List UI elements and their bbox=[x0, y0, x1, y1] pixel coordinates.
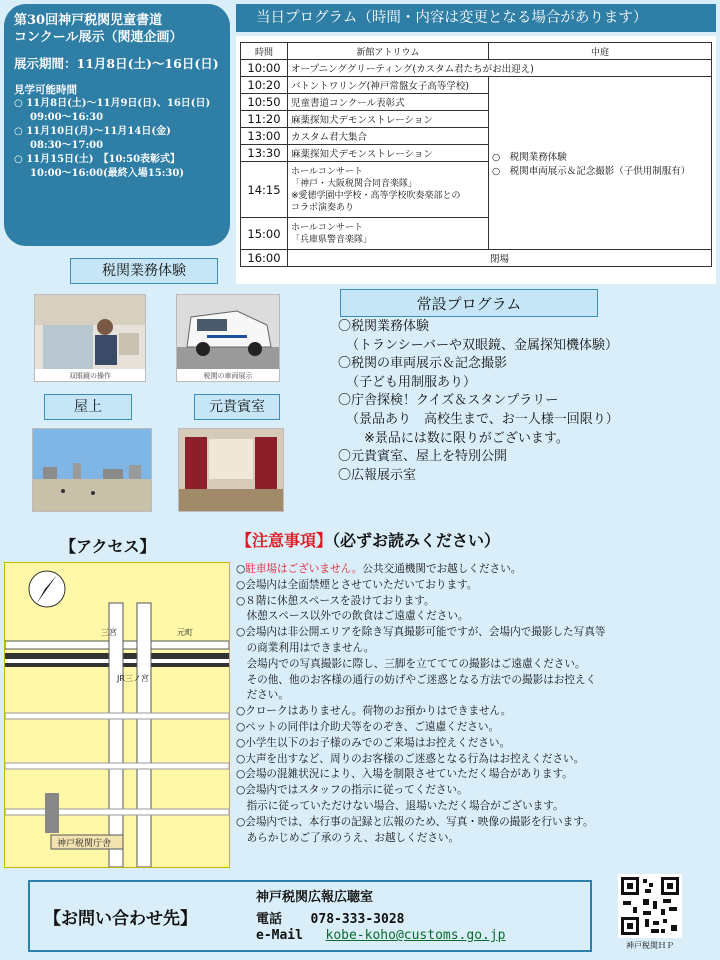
notice-item: 休憩スペース以外での飲食はご遠慮ください。 bbox=[236, 610, 469, 623]
closing-label: 閉場 bbox=[288, 250, 712, 267]
label-rooftop: 屋上 bbox=[44, 394, 132, 420]
exhibition-title-line1: 第30回神戸税関児童書道 bbox=[14, 13, 163, 28]
notice-list bbox=[236, 562, 720, 846]
phone-label: 電話 bbox=[256, 912, 283, 927]
schedule-time: 13:00 bbox=[241, 128, 288, 145]
courtyard-cell bbox=[489, 77, 712, 250]
hours-line: 10:00～16:00(最終入場15:30) bbox=[30, 168, 185, 179]
contact-box bbox=[28, 880, 592, 952]
notice-item: ○ペットの同伴は介助犬等をのぞき、ご遠慮ください。 bbox=[236, 720, 500, 733]
permanent-item: 〇税関業務体験 bbox=[338, 319, 430, 334]
hours-line: 09:00～16:30 bbox=[30, 112, 104, 123]
map-label: JR三ノ宮 bbox=[117, 674, 149, 683]
permanent-program-title: 常設プログラム bbox=[340, 289, 598, 317]
access-map bbox=[4, 562, 230, 868]
access-title: 【アクセス】 bbox=[60, 537, 156, 556]
header-time: 時間 bbox=[241, 43, 288, 60]
permanent-item: ※景品には数に限りがございます。 bbox=[364, 430, 569, 446]
photo-guest-room bbox=[178, 428, 284, 512]
permanent-item: 〇広報展示室 bbox=[338, 467, 417, 483]
permanent-item: 〇元貴賓室、屋上を特別公開 bbox=[338, 449, 508, 465]
schedule-event: バトントワリング(神戸常盤女子高等学校) bbox=[288, 77, 489, 94]
photo-caption: 税関の車両展示 bbox=[203, 372, 253, 380]
permanent-item: （子ども用制服あり） bbox=[346, 374, 477, 390]
notice-item: ○会場内は全面禁煙とさせていただいております。 bbox=[236, 578, 478, 591]
notice-item: ○会場内は非公開エリアを除き写真撮影可能ですが、会場内で撮影した写真等 bbox=[236, 626, 606, 639]
notice-title-rest: （必ずお読みください） bbox=[332, 531, 501, 550]
notice-parking-rest: 公共交通機関でお越しください。 bbox=[362, 563, 522, 575]
schedule-time: 10:00 bbox=[241, 60, 288, 77]
permanent-item: 〇税関の車両展示＆記念撮影 bbox=[338, 356, 508, 372]
schedule-event: オープニンググリーティング(カスタム君たちがお出迎え) bbox=[288, 60, 712, 77]
notice-item: ○８階に休憩スペースを設けております。 bbox=[236, 594, 435, 607]
photo-caption: 双眼鏡の操作 bbox=[69, 372, 111, 380]
day-program-title: 当日プログラム（時間・内容は変更となる場合があります） bbox=[236, 4, 716, 32]
schedule-event: カスタム君大集合 bbox=[288, 128, 489, 145]
exhibition-info-box bbox=[4, 4, 230, 246]
qr-code-icon bbox=[618, 874, 682, 938]
binocular-photo-image bbox=[35, 295, 145, 369]
exhibition-title-line2: コンクール展示（関連企画） bbox=[14, 30, 183, 45]
schedule-time: 16:00 bbox=[241, 250, 288, 267]
photo-vehicle bbox=[176, 294, 280, 382]
schedule-table bbox=[240, 42, 712, 267]
schedule-event: 麻薬探知犬デモンストレーション bbox=[288, 145, 489, 162]
header-atrium: 新館アトリウム bbox=[288, 43, 489, 60]
rooftop-photo-image bbox=[33, 429, 151, 511]
hours-heading: 見学可能時間 bbox=[14, 84, 77, 96]
schedule-time: 15:00 bbox=[241, 218, 288, 250]
day-program-panel bbox=[236, 36, 716, 284]
notice-item: の商業利用はできません。 bbox=[236, 641, 375, 654]
notice-item: その他、他のお客様の通行の妨げやご迷惑となる方法での撮影はお控えく bbox=[236, 673, 597, 686]
notice-item: ○駐車場はございません。公共交通機関でお越しください。 bbox=[236, 563, 522, 575]
schedule-time: 14:15 bbox=[241, 162, 288, 218]
schedule-event: ホールコンサート 「神戸・大阪税関合同音楽隊」 ※愛徳学園中学校・高等学校吹奏楽部との コラボ演奏あり bbox=[288, 162, 489, 218]
label-guest-room: 元貴賓室 bbox=[194, 394, 280, 420]
qr-code[interactable] bbox=[618, 874, 682, 938]
contact-title: 【お問い合わせ先】 bbox=[44, 909, 197, 929]
schedule-event: 児童書道コンクール表彰式 bbox=[288, 94, 489, 111]
hours-line: ○ 11月8日(土)～11月9日(日)、16日(日) bbox=[14, 98, 211, 109]
schedule-event: ホールコンサート 「兵庫県警音楽隊」 bbox=[288, 218, 489, 250]
label-customs-experience: 税関業務体験 bbox=[70, 258, 218, 284]
photo-rooftop bbox=[32, 428, 152, 512]
notice-item: ださい。 bbox=[236, 689, 289, 702]
permanent-program-list bbox=[338, 318, 619, 485]
contact-phone-row bbox=[256, 908, 404, 927]
hours-line: 08:30～17:00 bbox=[30, 140, 104, 151]
vehicle-photo-image bbox=[177, 295, 279, 369]
notice-item: ○クロークはありません。荷物のお預かりはできません。 bbox=[236, 705, 512, 718]
notice-item: あらかじめご了承のうえ、お越しください。 bbox=[236, 831, 460, 844]
schedule-time: 10:20 bbox=[241, 77, 288, 94]
schedule-time: 11:20 bbox=[241, 111, 288, 128]
notice-item: 会場内での写真撮影に際し、三脚を立ててての撮影はご遠慮ください。 bbox=[236, 657, 586, 670]
permanent-item: （景品あり 高校生まで、お一人様一回限り） bbox=[346, 411, 619, 427]
map-label-customs-building: 神戸税関庁舎 bbox=[57, 839, 112, 849]
header-courtyard: 中庭 bbox=[489, 43, 712, 60]
email-label: e-Mail bbox=[256, 928, 303, 943]
notice-item: ○大声を出すなど、周りのお客様のご迷惑となる行為はお控えください。 bbox=[236, 752, 585, 765]
notice-item: ○会場内ではスタッフの指示に従ってください。 bbox=[236, 784, 468, 797]
notice-title bbox=[236, 528, 500, 551]
permanent-item: 〇庁舎探検！クイズ＆スタンプラリー bbox=[338, 393, 559, 409]
schedule-time: 13:30 bbox=[241, 145, 288, 162]
courtyard-item: ○ 税関業務体験 bbox=[492, 152, 567, 163]
access-map-drawing bbox=[5, 563, 229, 867]
photo-binocular bbox=[34, 294, 146, 382]
schedule-time: 10:50 bbox=[241, 94, 288, 111]
map-label: 元町 bbox=[177, 628, 193, 637]
courtyard-item: ○ 税関車両展示＆記念撮影（子供用制服有） bbox=[492, 166, 691, 177]
hours-line: ○ 11月10日(月)～11月14日(金) bbox=[14, 126, 171, 137]
exhibition-period: 展示期間：11月8日(土)～16日(日) bbox=[14, 56, 219, 71]
contact-email-row bbox=[256, 928, 506, 943]
map-label: 三宮 bbox=[101, 628, 117, 637]
notice-parking-warning: 駐車場はございません。 bbox=[245, 563, 363, 575]
notice-item: ○会場内では、本行事の記録と広報のため、写真・映像の撮影を行います。 bbox=[236, 815, 594, 828]
email-link[interactable]: kobe-koho@customs.go.jp bbox=[325, 928, 506, 943]
qr-caption: 神戸税関ＨＰ bbox=[626, 941, 674, 950]
permanent-item: （トランシーバーや双眼鏡、金属探知機体験） bbox=[346, 337, 619, 353]
notice-item: ○小学生以下のお子様のみでのご来場はお控えください。 bbox=[236, 736, 511, 749]
notice-item: ○会場の混雑状況により、入場を制限させていただく場合があります。 bbox=[236, 768, 573, 781]
schedule-event: 麻薬探知犬デモンストレーション bbox=[288, 111, 489, 128]
contact-org: 神戸税関広報広聴室 bbox=[256, 890, 374, 905]
hours-line: ○ 11月15日(土) 【10:50表彰式】 bbox=[14, 154, 181, 165]
notice-item: 指示に従っていただけない場合、退場いただく場合がございます。 bbox=[236, 799, 564, 812]
notice-title-red: 【注意事項】 bbox=[236, 531, 333, 550]
guest-room-photo-image bbox=[179, 429, 283, 511]
phone-number: 078-333-3028 bbox=[310, 912, 405, 927]
